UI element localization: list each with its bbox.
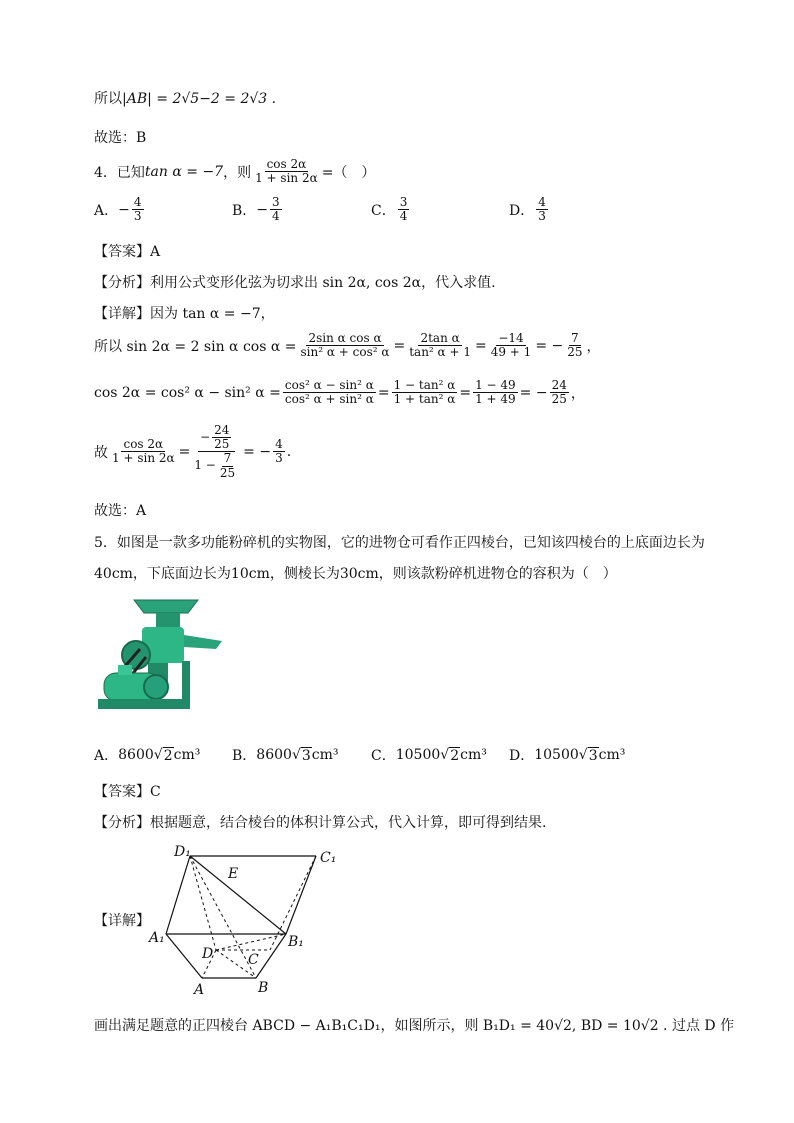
q4-sin-frac2	[407, 332, 473, 359]
frac-num: 2sin α cos α	[308, 331, 382, 345]
q5-stem-line1: 5．如图是一款多功能粉碎机的实物图，它的进物仓可看作正四棱台，已知该四棱台的上底面边长为	[94, 535, 705, 551]
q5-option-coef: 8600	[118, 747, 154, 763]
frac-den: 25	[551, 392, 567, 407]
frac-num: 7	[223, 451, 232, 466]
q4-option-label: B．	[232, 202, 257, 219]
prev-prefix: 所以	[94, 91, 122, 107]
frac-den: 25	[219, 465, 236, 480]
q5-option-coef: 8600	[256, 747, 292, 763]
q4-option-fraction	[270, 196, 282, 223]
q4-cos-frac3	[473, 379, 518, 406]
compound-num: − $\frac{24}{25}$	[198, 424, 235, 452]
q4-option-den: 3	[133, 209, 142, 224]
q5-option-label: B．	[232, 748, 257, 764]
q4-option-label: A．	[94, 202, 119, 219]
q4-frac-den: 1 + sin 2α	[255, 171, 318, 186]
label-c: C	[248, 952, 259, 968]
q5-option-label: C．	[371, 748, 396, 764]
q4-stem	[94, 158, 375, 185]
q5-detail-tag: 【详解】	[94, 913, 150, 929]
q4-given: tan α = −7	[144, 163, 224, 180]
q5-option-rad: 2	[450, 747, 460, 764]
frac-den: 1 + 49	[475, 392, 516, 407]
q4-answer-value: A	[150, 244, 161, 260]
q4-option-fraction	[132, 196, 144, 223]
label-d: D	[202, 946, 214, 962]
q4-detail-tag: 【详解】	[94, 306, 150, 322]
q5-analysis-text: 根据题意，结合棱台的体积计算公式，代入计算，即可得到结果.	[150, 815, 547, 831]
q4-sin-prefix: 所以 sin 2α = 2 sin α cos α =	[94, 338, 297, 355]
label-b1: B₁	[288, 934, 304, 950]
compound-den-prefix: 1 −	[194, 458, 216, 473]
q4-sin-frac1	[299, 332, 392, 359]
frac-den: 1 + tan² α	[393, 392, 456, 407]
label-a: A	[194, 982, 205, 998]
frac-den: cos² α + sin² α	[284, 392, 374, 407]
q4-sin-derivation: 所以 sin 2α = 2 sin α cos α = $\frac{\text{2sin α cos α}}{\text{sin² α + cos² α}}$ = $\frac{\text{2tan α}}{\text{tan² α + 1}}$ = $\frac{-14}{49 + 1}$ = − $\frac{7}{25}$ ，	[94, 331, 601, 360]
frac-den: 1 + sin 2α	[112, 451, 175, 466]
q4-final-ratio: 故 $\frac{\cos 2\alpha}{1 + \sin 2\alpha}$ = − $\frac{24}{25}$ 1 − $\frac{7}{25}$ = − $\frac{4}{3}$ .	[94, 423, 292, 480]
label-a1: A₁	[149, 930, 165, 946]
frac-num: 24	[214, 423, 230, 437]
q5-option-a: A． 8600 √ 2 cm³	[94, 747, 201, 764]
frac-num: cos 2α	[123, 437, 164, 452]
label-c1: C₁	[320, 850, 337, 866]
q4-final-left-frac	[110, 438, 177, 465]
q5-option-unit: cm³	[173, 747, 201, 763]
q4-option-num: 3	[399, 195, 408, 209]
q4-stem-mid: ，则	[223, 164, 252, 181]
q5-option-rad: 3	[301, 747, 311, 764]
q4-option-sign: −	[118, 201, 130, 218]
frac-den: 25	[567, 345, 583, 360]
q4-cos-prefix: cos 2α = cos² α − sin² α =	[94, 384, 281, 401]
q4-analysis	[94, 272, 496, 292]
q5-answer-tag: 【答案】	[94, 784, 150, 800]
crusher-machine-image	[96, 595, 224, 723]
q4-stem-fraction	[253, 158, 320, 185]
q4-option-b	[232, 196, 284, 223]
label-d1: D₁	[174, 844, 191, 860]
prev-ab-expr: |AB| = 2√5−2 = 2√3 .	[122, 91, 277, 107]
q4-answer-tag: 【答案】	[94, 244, 150, 260]
q5-analysis-tag: 【分析】	[94, 815, 150, 831]
label-b: B	[258, 980, 269, 996]
q5-answer-value: C	[150, 784, 161, 800]
q4-option-label: D．	[509, 202, 535, 219]
q4-option-num: 4	[133, 195, 142, 209]
q5-analysis	[94, 812, 546, 832]
q4-final-result-frac	[273, 438, 285, 465]
q5-option-label: A．	[94, 748, 119, 764]
q4-detail	[94, 303, 275, 323]
frac-num: cos² α − sin² α	[284, 378, 374, 392]
q4-option-num: 3	[272, 195, 280, 209]
q4-answer	[94, 241, 160, 261]
frac-den: sin² α + cos² α	[300, 345, 390, 360]
q5-option-unit: cm³	[460, 747, 487, 763]
q4-option-num: 4	[538, 195, 546, 209]
q4-option-den: 4	[399, 209, 408, 224]
inner-frac	[218, 452, 237, 479]
q4-frac-num: cos 2α	[266, 157, 307, 171]
prev-choice: 故选：B	[94, 130, 147, 146]
q4-option-sign: −	[256, 201, 269, 218]
q4-option-fraction	[536, 196, 548, 223]
frac-num: 1 − 49	[475, 378, 516, 392]
q5-option-rad: 2	[163, 747, 173, 764]
q4-sin-frac3	[489, 332, 534, 359]
q4-option-d	[509, 196, 550, 223]
frac-den: tan² α + 1	[409, 345, 471, 360]
q5-option-coef: 10500	[534, 747, 579, 763]
q4-option-a	[94, 196, 146, 223]
q4-cos-frac4	[550, 379, 569, 406]
frac-den: 3	[275, 451, 283, 466]
q5-answer	[94, 781, 161, 801]
q4-detail-line1: 因为 tan α = −7，	[150, 306, 275, 322]
frac-den: 49 + 1	[490, 345, 532, 360]
frac-num: 4	[275, 437, 283, 452]
q4-option-label: C．	[371, 202, 396, 219]
q5-option-d: D． 10500 √ 3 cm³	[509, 747, 626, 764]
inner-frac	[212, 424, 231, 451]
q5-stem-line2: 40cm，下底面边长为10cm，侧棱长为30cm，则该款粉碎机进物仓的容积为（ ）	[94, 566, 617, 582]
q4-stem-prefix: 4．已知	[94, 164, 145, 181]
prev-ab-line	[94, 88, 276, 108]
q5-option-coef: 10500	[395, 747, 441, 763]
frac-num: 7	[571, 331, 579, 345]
frac-num: 24	[551, 378, 567, 392]
q4-cos-derivation: cos 2α = cos² α − sin² α = $\frac{\text{cos² α − sin² α}}{\text{cos² α + sin² α}}$ = $\frac{\text{1 − tan² α}}{\text{1 + tan² α}}$ = $\frac{1 - 49}{1 + 49}$ = − $\frac{24}{25}$ ，	[94, 378, 585, 407]
frac-num: 2tan α	[420, 331, 460, 345]
q4-choice: 故选：A	[94, 503, 147, 519]
q4-option-den: 3	[538, 209, 546, 224]
q4-analysis-tag: 【分析】	[94, 275, 150, 291]
frac-num: 1 − tan² α	[393, 378, 456, 392]
q5-option-unit: cm³	[598, 747, 626, 763]
q5-option-c: C． 10500 √ 2 cm³	[371, 747, 487, 764]
q5-option-b: B． 8600 √ 3 cm³	[232, 747, 339, 764]
q4-final-prefix: 故	[94, 444, 108, 461]
q5-option-label: D．	[509, 748, 535, 764]
q4-option-c	[371, 196, 411, 223]
q4-option-den: 4	[272, 209, 280, 224]
label-e: E	[228, 866, 239, 882]
frustum-svg	[144, 842, 354, 1002]
q4-sin-frac4	[565, 332, 584, 359]
q4-cos-frac1	[283, 379, 376, 406]
q4-cos-frac2	[392, 379, 458, 406]
q5-option-unit: cm³	[311, 747, 339, 763]
q4-option-fraction	[398, 196, 410, 223]
q4-final-compound-frac	[192, 424, 241, 480]
q5-option-rad: 3	[588, 747, 598, 764]
frac-num: −14	[498, 331, 524, 345]
q4-stem-suffix: =（ ）	[321, 164, 376, 181]
compound-den	[192, 452, 241, 479]
frustum-diagram	[144, 842, 354, 1002]
q5-final-line: 画出满足题意的正四棱台 ABCD − A₁B₁C₁D₁，如图所示，则 B₁D₁ = 40√2, BD = 10√2 . 过点 D 作	[94, 1018, 735, 1034]
q4-analysis-text: 利用公式变形化弦为切求出 sin 2α, cos 2α，代入求值.	[150, 275, 496, 291]
crusher-machine-icon	[96, 595, 224, 723]
frac-den: 25	[214, 437, 230, 452]
